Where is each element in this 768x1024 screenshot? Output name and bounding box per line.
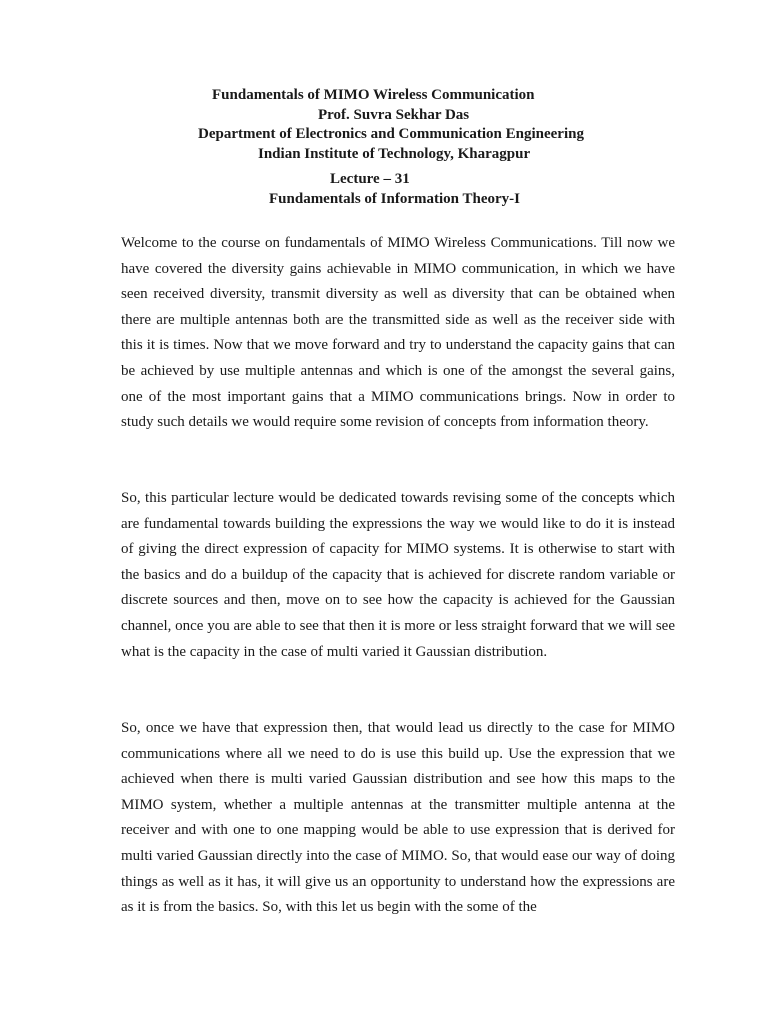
- course-title: Fundamentals of MIMO Wireless Communication: [212, 87, 535, 103]
- lecture-title: Fundamentals of Information Theory-I: [269, 190, 520, 207]
- paragraph-2: So, this particular lecture would be dedicated towards revising some of the concepts which are fundamental towards building the expressions the way we would like to do it is instead of giving the direct expression of capacity for MIMO systems. It is otherwise to start with the basics and do a buildup of the capacity that is achieved for discrete random variable or discrete sources and then, move on to see how the capacity is achieved for the Gaussian channel, once you are able to see that then it is more or less straight forward that we will see what is the capacity in the case of multi varied it Gaussian distribution.: [121, 490, 675, 660]
- paragraph-3: So, once we have that expression then, that would lead us directly to the case for MIMO communications where all we need to do is use this build up. Use the expression that we achieved when there is multi varied Gaussian distribution and see how this maps to the MIMO system, whether a multiple antennas at the transmitter multiple antenna at the receiver and with one to one mapping would be able to use expression that is derived for multi varied Gaussian directly into the case of MIMO. So, that would ease our way of doing things as well as it has, it will give us an opportunity to understand how the expressions are as it is from the basics. So, with this let us begin with the some of the: [121, 720, 675, 916]
- institute-name: Indian Institute of Technology, Kharagpur: [258, 145, 531, 162]
- lecture-number: Lecture – 31: [330, 171, 410, 187]
- department-name: Department of Electronics and Communication Engineering: [198, 126, 584, 142]
- document-header: [0, 86, 768, 164]
- professor-name: Prof. Suvra Sekhar Das: [318, 106, 470, 123]
- paragraph-1: Welcome to the course on fundamentals of MIMO Wireless Communications. Till now we have covered the diversity gains achievable in MIMO communication, in which we have seen received diversity, transmit diversity as well as diversity that can be obtained when there are multiple antennas both are the transmitted side as well as the receiver side with this it is times. Now that we move forward and try to understand the capacity gains that can be achieved by use multiple antennas and which is one of the amongst the several gains, one of the most important gains that a MIMO communications brings. Now in order to study such details we would require some revision of concepts from information theory.: [121, 235, 675, 431]
- lecture-heading: [0, 170, 768, 209]
